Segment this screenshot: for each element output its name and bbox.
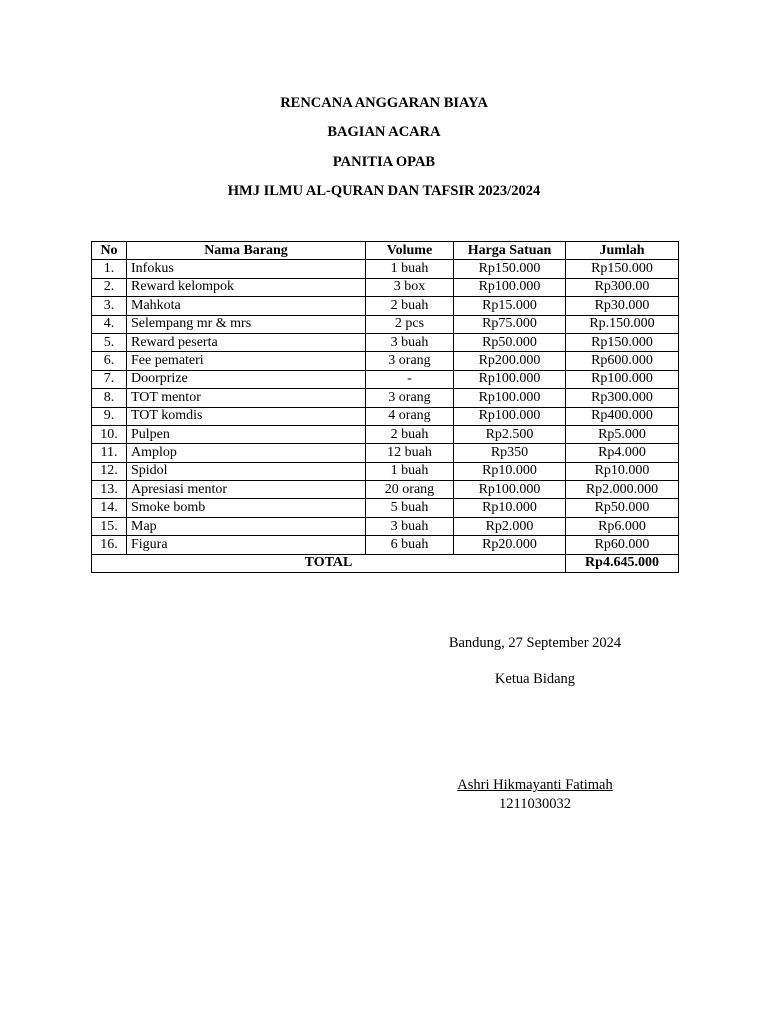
- column-header-name: Nama Barang: [127, 242, 366, 260]
- cell-amount: Rp5.000: [566, 425, 679, 443]
- cell-unit-price: Rp2.500: [454, 425, 566, 443]
- cell-unit-price: Rp100.000: [454, 481, 566, 499]
- cell-amount: Rp300.00: [566, 278, 679, 296]
- title-line-4: HMJ ILMU AL-QURAN DAN TAFSIR 2023/2024: [227, 183, 541, 199]
- table-row: [92, 389, 679, 407]
- cell-no: 4.: [92, 315, 127, 333]
- cell-amount: Rp100.000: [566, 370, 679, 388]
- table-row: [92, 462, 679, 480]
- table-row: [92, 278, 679, 296]
- table-row: [92, 425, 679, 443]
- cell-no: 7.: [92, 370, 127, 388]
- signature-place-date: Bandung, 27 September 2024: [448, 635, 622, 651]
- cell-amount: Rp2.000.000: [566, 481, 679, 499]
- table-row: [92, 407, 679, 425]
- cell-no: 14.: [92, 499, 127, 517]
- table-row: [92, 297, 679, 315]
- cell-item-name: Amplop: [127, 444, 366, 462]
- cell-volume: 3 orang: [366, 352, 454, 370]
- cell-amount: Rp50.000: [566, 499, 679, 517]
- column-header-unit-price: Harga Satuan: [454, 242, 566, 260]
- cell-item-name: Reward kelompok: [127, 278, 366, 296]
- cell-unit-price: Rp150.000: [454, 260, 566, 278]
- cell-item-name: Fee pemateri: [127, 352, 366, 370]
- cell-volume: 12 buah: [366, 444, 454, 462]
- cell-item-name: Infokus: [127, 260, 366, 278]
- cell-unit-price: Rp100.000: [454, 407, 566, 425]
- cell-amount: Rp150.000: [566, 333, 679, 351]
- table-row: [92, 499, 679, 517]
- cell-item-name: TOT komdis: [127, 407, 366, 425]
- table-row: [92, 352, 679, 370]
- cell-amount: Rp6.000: [566, 517, 679, 535]
- cell-no: 15.: [92, 517, 127, 535]
- cell-no: 6.: [92, 352, 127, 370]
- table-row: [92, 444, 679, 462]
- table-body: [92, 260, 679, 554]
- cell-unit-price: Rp10.000: [454, 462, 566, 480]
- table-row: [92, 333, 679, 351]
- cell-amount: Rp60.000: [566, 536, 679, 554]
- cell-item-name: Figura: [127, 536, 366, 554]
- cell-unit-price: Rp100.000: [454, 278, 566, 296]
- cell-amount: Rp.150.000: [566, 315, 679, 333]
- table-row: [92, 370, 679, 388]
- cell-amount: Rp400.000: [566, 407, 679, 425]
- cell-volume: 6 buah: [366, 536, 454, 554]
- cell-item-name: Pulpen: [127, 425, 366, 443]
- total-value: Rp4.645.000: [566, 554, 679, 572]
- cell-volume: 1 buah: [366, 462, 454, 480]
- cell-item-name: Spidol: [127, 462, 366, 480]
- cell-item-name: Selempang mr & mrs: [127, 315, 366, 333]
- cell-item-name: Doorprize: [127, 370, 366, 388]
- cell-no: 2.: [92, 278, 127, 296]
- table-row: [92, 536, 679, 554]
- column-header-amount: Jumlah: [566, 242, 679, 260]
- total-row: [92, 554, 679, 572]
- cell-no: 13.: [92, 481, 127, 499]
- table-row: [92, 260, 679, 278]
- cell-item-name: Reward peserta: [127, 333, 366, 351]
- cell-unit-price: Rp20.000: [454, 536, 566, 554]
- cell-volume: 2 buah: [366, 425, 454, 443]
- cell-no: 12.: [92, 462, 127, 480]
- cell-no: 8.: [92, 389, 127, 407]
- cell-unit-price: Rp100.000: [454, 389, 566, 407]
- cell-no: 9.: [92, 407, 127, 425]
- budget-table: [91, 241, 679, 573]
- cell-unit-price: Rp2.000: [454, 517, 566, 535]
- cell-volume: 20 orang: [366, 481, 454, 499]
- cell-item-name: Mahkota: [127, 297, 366, 315]
- column-header-no: No: [92, 242, 127, 260]
- cell-volume: 5 buah: [366, 499, 454, 517]
- cell-item-name: Apresiasi mentor: [127, 481, 366, 499]
- cell-volume: -: [366, 370, 454, 388]
- cell-item-name: TOT mentor: [127, 389, 366, 407]
- cell-amount: Rp150.000: [566, 260, 679, 278]
- cell-amount: Rp30.000: [566, 297, 679, 315]
- cell-unit-price: Rp100.000: [454, 370, 566, 388]
- cell-volume: 2 pcs: [366, 315, 454, 333]
- title-line-1: RENCANA ANGGARAN BIAYA: [280, 95, 488, 111]
- cell-volume: 3 box: [366, 278, 454, 296]
- cell-no: 1.: [92, 260, 127, 278]
- table-row: [92, 517, 679, 535]
- cell-no: 16.: [92, 536, 127, 554]
- cell-volume: 3 orang: [366, 389, 454, 407]
- cell-unit-price: Rp10.000: [454, 499, 566, 517]
- cell-no: 10.: [92, 425, 127, 443]
- cell-item-name: Map: [127, 517, 366, 535]
- cell-amount: Rp300.000: [566, 389, 679, 407]
- cell-volume: 3 buah: [366, 333, 454, 351]
- signature-role: Ketua Bidang: [494, 671, 576, 687]
- cell-volume: 4 orang: [366, 407, 454, 425]
- cell-unit-price: Rp350: [454, 444, 566, 462]
- table-header-row: [92, 242, 679, 260]
- table-row: [92, 481, 679, 499]
- cell-unit-price: Rp75.000: [454, 315, 566, 333]
- table-row: [92, 315, 679, 333]
- cell-unit-price: Rp15.000: [454, 297, 566, 315]
- title-line-3: PANITIA OPAB: [332, 154, 436, 170]
- total-label: TOTAL: [92, 554, 566, 572]
- cell-unit-price: Rp50.000: [454, 333, 566, 351]
- column-header-volume: Volume: [366, 242, 454, 260]
- cell-item-name: Smoke bomb: [127, 499, 366, 517]
- title-line-2: BAGIAN ACARA: [327, 124, 441, 140]
- cell-no: 11.: [92, 444, 127, 462]
- signature-id: 1211030032: [499, 796, 571, 812]
- cell-amount: Rp600.000: [566, 352, 679, 370]
- cell-no: 3.: [92, 297, 127, 315]
- cell-amount: Rp10.000: [566, 462, 679, 480]
- signature-name: Ashri Hikmayanti Fatimah: [457, 777, 613, 793]
- cell-volume: 3 buah: [366, 517, 454, 535]
- cell-no: 5.: [92, 333, 127, 351]
- cell-amount: Rp4.000: [566, 444, 679, 462]
- cell-volume: 2 buah: [366, 297, 454, 315]
- cell-volume: 1 buah: [366, 260, 454, 278]
- cell-unit-price: Rp200.000: [454, 352, 566, 370]
